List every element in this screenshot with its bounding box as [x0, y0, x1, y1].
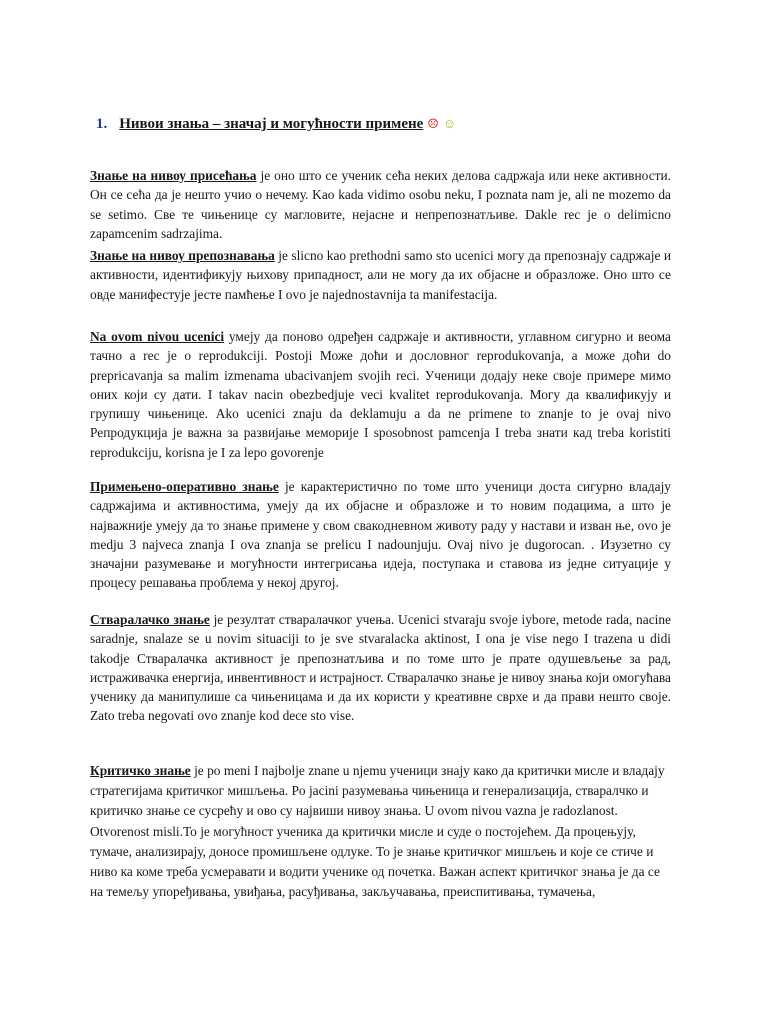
paragraph-text: је карактеристично по томе што ученици доста сигурно владају садржајима и активностима, умеју да их објасне и образложе и то новим подацима, а што је најважније умеју да то знање примене у свом свакодневном животу раду у настави и изван ње, ovo je medju 3 najveca znanja I ova znanja se prelicu I nadounjuju. Ovaj nivo je dugorocan. . Изузетно су значајни разумевање и могућности интегрисања идеја, поступака и ставова из једне ситуације у процесу решавања проблема у некој другој.	[90, 479, 671, 591]
paragraph-applied-knowledge	[90, 477, 671, 593]
paragraph-text: је резултат стваралачког учења. Ucenici stvaraju svoje iybore, metode rada, nacine saradnje, snalaze se u novim situaciji to je sve stvaralacka aktinost, I ona je vise nego I trazena u didi takodje Стваралачка активност је препознатљива и по томе што је прате одушевљење за рад, истраживачка енергија, инвентивност и истрајност. Стваралачко знање је нивоу знања који омогућава ученику да манипулише са чињеницама и да их користи у креативне сврхе и да прави нешто своје. Zato treba negovati ovo znanje kod dece sto vise.	[90, 612, 671, 724]
paragraph-recall-knowledge	[90, 166, 671, 243]
paragraph-term: Знање на нивоу препознавања	[90, 248, 275, 263]
paragraph-text: је оно што се ученик сећа неких делова садржаја или неке активности. Он се сећа да је нешто учио о нечему. Kao kada vidimo osobu neku, I poznata nam je, ali ne mozemo da se setimo. Све те чињенице су магловите, нејасне и непрепознатљиве. Dakle rec je o delimicno zapamcenim sadrzajima.	[90, 168, 672, 241]
paragraph-text: je slicno kao prethodni samo sto ucenici могу да препознају садржаје и активности, идентификују њихову припадност, али не могу да их објасне и образложе. Оно што се овде манифестује јесте памћење I ovo je najednostavnija ta manifestacija.	[90, 248, 671, 302]
heading-number: 1.	[96, 116, 108, 132]
happy-face-icon: ☺	[442, 116, 457, 131]
heading-title: Нивои знања – значај и могућности примене	[119, 116, 424, 132]
paragraph-text: умеју да поново одређен садржаје и активности, углавном сигурно и веома тачно а rec je o reprodukciji. Postoji Може доћи и дословног reprodukovanja, а може доћи do prepricavanja sa malim izmenama ubacivanjem svojih reci. Ученици додају неке своје примере мимо оних који су дати. I takav nacin obezbedjuje veci kvalitet reprodukovanja. Могу да квалификују и групишу чињенице. Ako ucenici znaju da deklamuju a da ne primene to znanje to je ovaj nivo Репродукција је важна за развијање меморије I sposobnost pamcenja I treba знати кад treba koristiti reprodukciju, korisna je I za lepo govorenje	[90, 329, 671, 460]
paragraph-term: Критичко знање	[90, 763, 191, 778]
paragraph-reproduction-level	[90, 327, 671, 462]
paragraph-text: je po meni I najbolje znane u njemu ученици знају како да критички мисле и владају стратегијама критичког мишљења. Po jacini разумевања чињеница и генерализација, стваралчко и критичко знање се сусрећу и ово су највиши нивоу знања. U ovom nivou vazna je radozlanost. Otvorenost misli.То је могућност ученика да критички мисле и суде о постојећем. Да процењују, тумаче, анализирају, доносе промишљене одлуке. То је знање критичког мишљењ и које се стиче и ниво ка коме треба усмеравати и водити ученике од почетка. Важан аспект критичког знања је да се на темељу упоређивања, увиђања, расуђивања, закључавања, преиспитивања, тумачења,	[90, 763, 665, 900]
paragraph-term: Примењено-оперативно знање	[90, 479, 279, 494]
paragraph-term: Стваралачко знање	[90, 612, 210, 627]
paragraph-term: Знање на нивоу присећања	[90, 168, 257, 183]
section-heading	[96, 116, 456, 133]
paragraph-creative-knowledge	[90, 610, 671, 726]
paragraph-term: Na ovom nivou ucenici	[90, 329, 225, 344]
sad-face-icon: ☹	[427, 116, 439, 131]
paragraph-critical-knowledge	[90, 761, 671, 902]
paragraph-recognition-knowledge	[90, 246, 671, 304]
